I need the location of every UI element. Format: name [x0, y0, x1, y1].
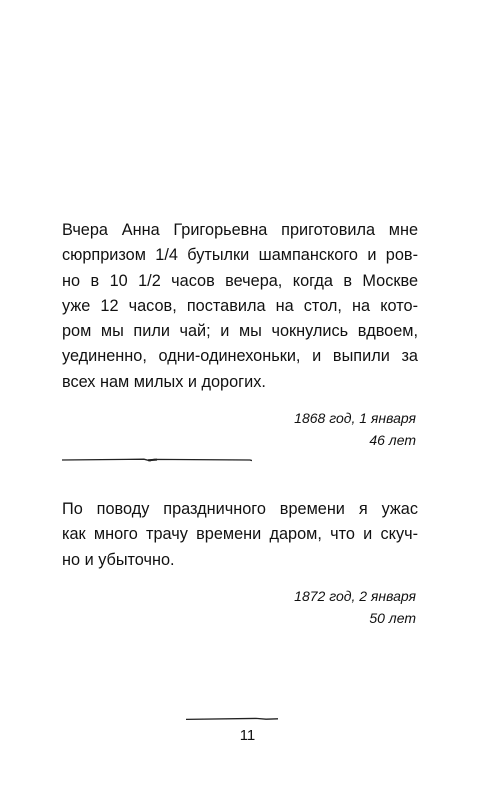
entry-signature — [62, 407, 418, 451]
text-line: Вчера Анна Григорьевна приготовила мне — [62, 221, 418, 239]
entry-age: 50 лет — [369, 609, 416, 626]
section-divider — [62, 454, 252, 466]
text-line: ром мы пили чай; и мы чокнулись вдвоем, — [62, 322, 418, 341]
text-line: всех нам милых и дорогих. — [62, 372, 266, 391]
entry-date: 1872 год, 2 января — [294, 587, 416, 604]
diary-entry-1868 — [62, 218, 418, 451]
entry-age: 46 лет — [369, 432, 416, 449]
entry-text — [62, 218, 418, 395]
page-number-rule — [186, 713, 278, 725]
text-line: сюрпризом 1/4 бутылки шампанского и ров- — [62, 246, 418, 265]
entry-text — [62, 497, 418, 573]
page-number: 11 — [239, 727, 256, 744]
entry-signature — [62, 585, 418, 629]
text-line: По поводу праздничного времени я ужас — [62, 500, 418, 518]
text-line: но и убыточно. — [62, 550, 175, 569]
text-line: но в 10 1/2 часов вечера, когда в Москве — [62, 271, 418, 290]
text-line: уединенно, одни-одинехоньки, и выпили за — [62, 347, 418, 366]
diary-entry-1872 — [62, 497, 418, 629]
text-line: как много трачу времени даром, что и скуч- — [62, 525, 418, 544]
text-line: уже 12 часов, поставила на стол, на кото- — [62, 296, 418, 315]
entry-date: 1868 год, 1 января — [294, 410, 416, 427]
